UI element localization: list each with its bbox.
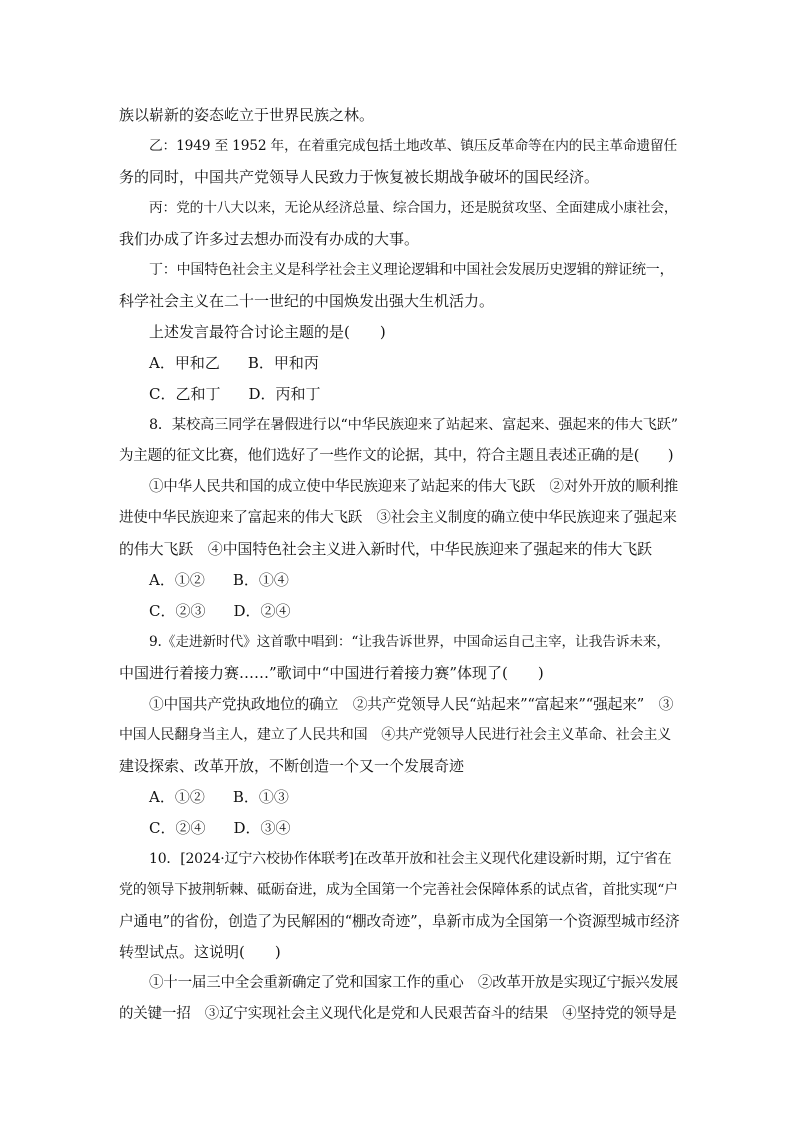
answer-options — [119, 565, 679, 596]
text-line: 建设探索、改革开放，不断创造一个又一个发展奇迹 — [119, 757, 465, 775]
option-b: B．甲和丙 — [247, 354, 319, 372]
text-line: 进使中华民族迎来了富起来的伟大飞跃 ③社会主义制度的确立使中华民族迎来了强起来 — [119, 510, 677, 526]
option-a: A．①② — [149, 571, 205, 589]
text-line: 我们办成了许多过去想办而没有办成的大事。 — [119, 230, 420, 248]
option-d: D．丙和丁 — [248, 385, 321, 403]
answer-options — [119, 379, 679, 410]
answer-options — [119, 596, 679, 627]
text-line: 户通电”的省份，创造了为民解困的“棚改奇迹”，阜新市成为全国第一个资源型城市经济 — [119, 913, 680, 930]
text-line: 中国人民翻身当主人，建立了人民共和国 ④共产党领导人民进行社会主义革命、社会主义 — [119, 727, 671, 743]
question-8-stem: 8．某校高三同学在暑假进行以“中华民族迎来了站起来、富起来、强起来的伟大飞跃” — [149, 417, 678, 433]
question-9-stem: 9.《走进新时代》这首歌中唱到：“让我告诉世界，中国命运自己主宰，让我告诉未来， — [149, 634, 670, 650]
text-line: ①中华人民共和国的成立使中华民族迎来了站起来的伟大飞跃 ②对外开放的顺利推 — [149, 479, 679, 495]
text-line: 科学社会主义在二十一世纪的中国焕发出强大生机活力。 — [119, 292, 495, 310]
option-a: A．①② — [149, 788, 205, 806]
answer-options — [119, 813, 679, 844]
answer-options — [119, 782, 679, 813]
option-b: B．①④ — [232, 571, 289, 589]
option-d: D．③④ — [233, 819, 291, 837]
answer-options — [119, 348, 679, 379]
text-line: 为主题的征文比赛，他们选好了一些作文的论据，其中，符合主题且表述正确的是( ) — [119, 448, 674, 464]
text-line: 的伟大飞跃 ④中国特色社会主义进入新时代，中华民族迎来了强起来的伟大飞跃 — [119, 540, 652, 558]
question-10-stem: 10．[2024·辽宁六校协作体联考]在改革开放和社会主义现代化建设新时期，辽宁省在 — [149, 851, 672, 867]
text-line: 务的同时，中国共产党领导人民致力于恢复被长期战争破坏的国民经济。 — [119, 168, 600, 186]
text-line: 丙：党的十八大以来，无论从经济总量、综合国力，还是脱贫攻坚、全面建成小康社会， — [149, 200, 678, 216]
option-a: A．甲和乙 — [149, 354, 220, 372]
text-line: ①中国共产党执政地位的确立 ②共产党领导人民“站起来”“富起来”“强起来” ③ — [149, 696, 674, 713]
option-b: B．①③ — [232, 788, 289, 806]
option-c: C．②③ — [149, 602, 206, 620]
document-body — [119, 100, 679, 1030]
text-line: 的关键一招 ③辽宁实现社会主义现代化是党和人民艰苦奋斗的结果 ④坚持党的领导是 — [119, 1006, 677, 1022]
text-line: ①十一届三中全会重新确定了党和国家工作的重心 ②改革开放是实现辽宁振兴发展 — [149, 975, 679, 991]
text-line: 党的领导下披荆斩棘、砥砺奋进，成为全国第一个完善社会保障体系的试点省，首批实现“户 — [119, 882, 678, 898]
text-line: 乙：1949 至 1952 年，在着重完成包括土地改革、镇压反革命等在内的民主革命遗留任 — [149, 138, 678, 154]
question-prompt: 上述发言最符合讨论主题的是( ) — [149, 323, 386, 341]
text-line: 丁：中国特色社会主义是科学社会主义理论逻辑和中国社会发展历史逻辑的辩证统一， — [149, 262, 674, 278]
text-line: 族以崭新的姿态屹立于世界民族之林。 — [119, 106, 375, 124]
text-line: 转型试点。这说明( ) — [119, 943, 281, 961]
option-c: C．②④ — [149, 819, 206, 837]
option-d: D．②④ — [233, 602, 291, 620]
option-c: C．乙和丁 — [149, 385, 221, 403]
text-line: 中国进行着接力赛……”歌词中“中国进行着接力赛”体现了( ) — [119, 664, 544, 682]
